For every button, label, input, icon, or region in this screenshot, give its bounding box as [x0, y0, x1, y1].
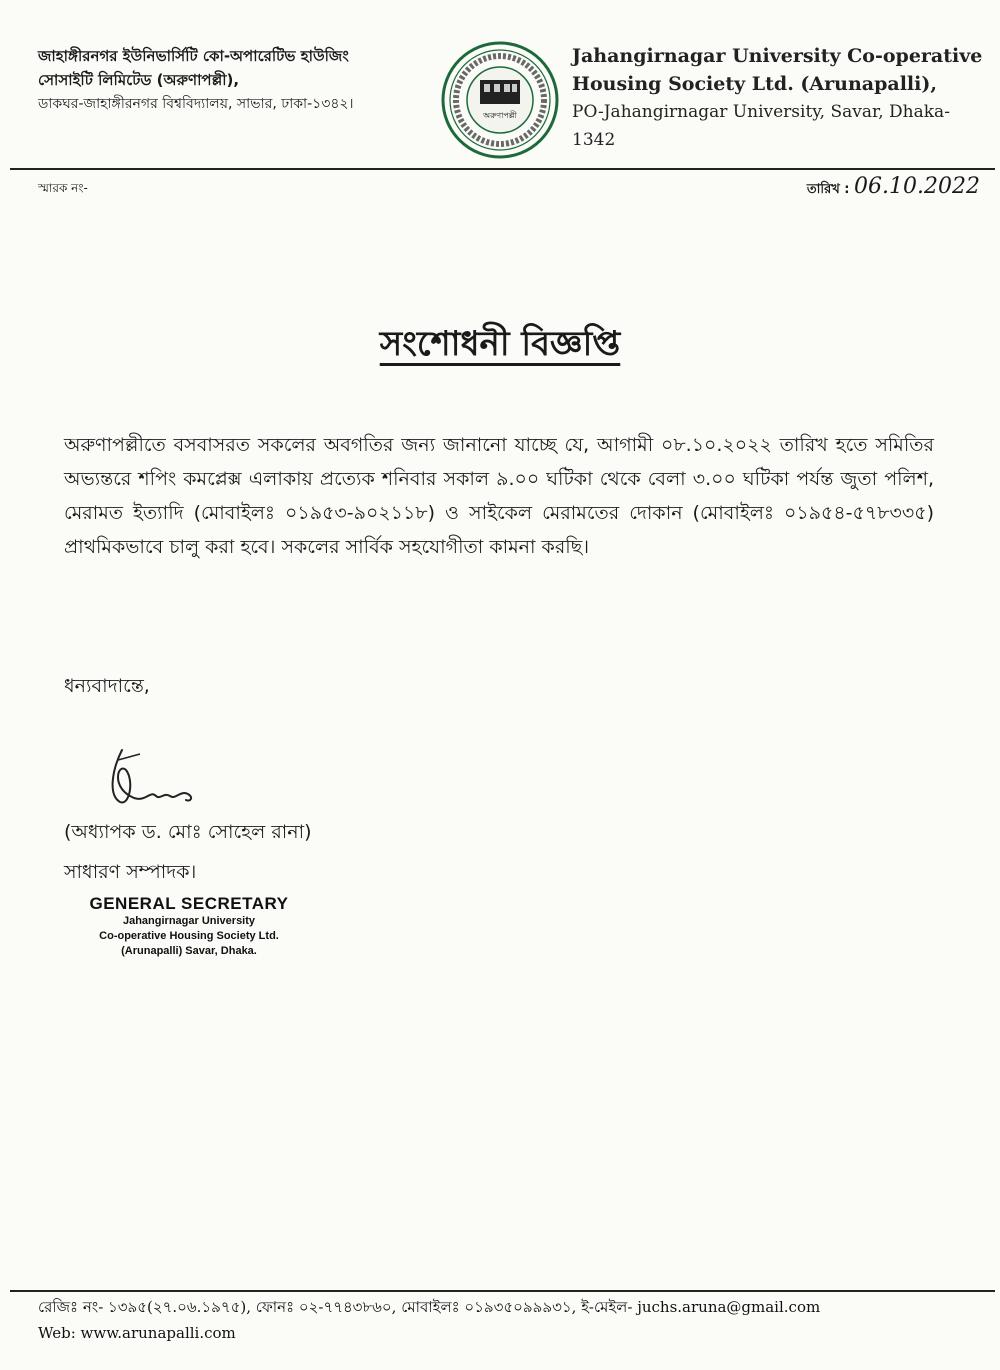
footer	[38, 1296, 988, 1344]
footer-web-link[interactable]: www.arunapalli.com	[80, 1324, 236, 1342]
closing-text: ধন্যবাদান্তে,	[64, 675, 150, 697]
date-field	[807, 174, 980, 201]
footer-web-label: Web	[38, 1324, 71, 1342]
org-name-en-line2: Housing Society Ltd. (Arunapalli),	[572, 73, 937, 95]
stamp-line-2: Co-operative Housing Society Ltd.	[99, 930, 279, 942]
org-address-bn: ডাকঘর-জাহাঙ্গীরনগর বিশ্ববিদ্যালয়, সাভার, ঢাকা-১৩৪২।	[38, 96, 354, 112]
stamp-line-1: Jahangirnagar University	[122, 915, 256, 927]
stamp-title: GENERAL SECRETARY	[89, 894, 289, 913]
seal-ring-text: জাহাঙ্গীরনগর ইউনিভার্সিটি কো-অপারেটিভ হাউজিং সোসাইটি লিঃ	[440, 40, 467, 41]
org-name-en-line1: Jahangirnagar University Co-operative	[572, 45, 983, 67]
org-address-en: PO-Jahangirnagar University, Savar, Dhaka-1342	[572, 102, 950, 150]
memo-number-label: স্মারক নং-	[38, 181, 88, 195]
society-seal-logo	[440, 40, 560, 160]
stamp-line-3: (Arunapalli) Savar, Dhaka.	[121, 945, 257, 957]
footer-web: Web: www.arunapalli.com	[38, 1324, 236, 1342]
letterhead-english	[572, 42, 992, 154]
letterhead-bengali	[38, 44, 438, 116]
date-value: 06.10.2022	[854, 174, 980, 199]
signer-title: সাধারণ সম্পাদক।	[64, 861, 197, 883]
seal-center-text: অরুণাপল্লী	[483, 111, 517, 120]
signer-name: (অধ্যাপক ড. মোঃ সোহেল রানা)	[64, 821, 312, 843]
signature	[100, 740, 210, 820]
org-name-bn-line1: জাহাঙ্গীরনগর ইউনিভার্সিটি কো-অপারেটিভ হাউজিং	[38, 47, 349, 65]
notice-title-wrap	[0, 318, 1000, 375]
footer-contact: রেজিঃ নং- ১৩৯৫(২৭.০৬.১৯৭৫), ফোনঃ ০২-৭৭৪৩৮৬০, মোবাইলঃ ০১৯৩৫০৯৯৯৩১, ই-মেইল- juchs.aruna@gmail.com	[38, 1298, 821, 1316]
header-divider	[10, 168, 995, 170]
footer-divider	[10, 1290, 995, 1292]
org-name-bn-line2: সোসাইটি লিমিটেড (অরুণাপল্লী),	[38, 71, 240, 89]
designation-stamp	[64, 894, 314, 959]
notice-title: সংশোধনী বিজ্ঞপ্তি	[379, 324, 621, 364]
date-label: তারিখ :	[806, 182, 850, 197]
notice-body: অরুণাপল্লীতে বসবাসরত সকলের অবগতির জন্য জানানো যাচ্ছে যে, আগামী ০৮.১০.২০২২ তারিখ হতে সমিতির অভ্যন্তরে শপিং কমপ্লেক্স এলাকায় প্রত্যেক শনিবার সকাল ৯.০০ ঘটিকা থেকে বেলা ৩.০০ ঘটিকা পর্যন্ত জুতা পলিশ, মেরামত ইত্যাদি (মোবাইলঃ ০১৯৫৩-৯০২১১৮) ও সাইকেল মেরামতের দোকান (মোবাইলঃ ০১৯৫৪-৫৭৮৩৩৫) প্রাথমিকভাবে চালু করা হবে। সকলের সার্বিক সহযোগীতা কামনা করছি।	[64, 434, 934, 558]
